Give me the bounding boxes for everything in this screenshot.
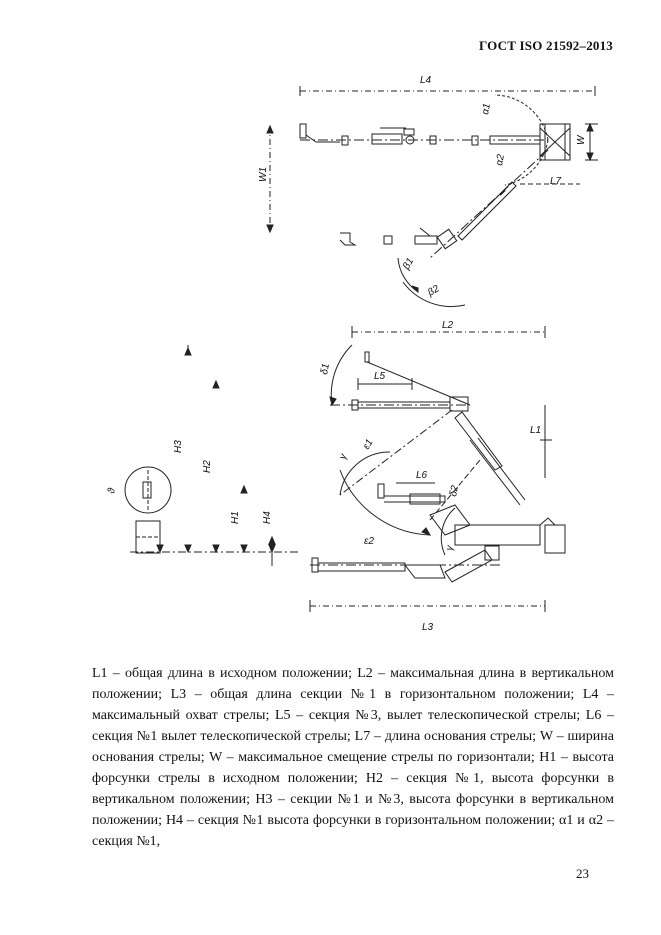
label-W: W bbox=[576, 135, 587, 145]
legend-paragraph: L1 – общая длина в исходном положении; L2 – максимальная длина в вертикальном положении; L3 – общая длина секции №1 в горизонтальном положении; L4 – максимальный охват стрелы; L5 – секция №3, вылет телескопической стрелы; L6 – секция №1 вылет телескопической стрелы; L7 – длина основания стрелы; W – ширина основания стрелы; W – максимальное смещение стрелы по горизонтали; H1 – высота форсунки стрелы в исходном положении; H2 – секция №1, высота форсунки в вертикальном положении; H3 – секции №1 и №3, высота форсунки в вертикальном положении; H4 – секция №1 высота форсунки в горизонтальном положении; α1 и α2 – секция №1, bbox=[92, 666, 614, 849]
label-L2: L2 bbox=[442, 320, 454, 331]
label-H3: H3 bbox=[173, 440, 184, 453]
label-H4: H4 bbox=[262, 511, 273, 524]
top-view-drawing bbox=[267, 86, 598, 307]
label-alpha1: α1 bbox=[480, 102, 493, 116]
label-theta: ϑ bbox=[106, 487, 118, 495]
label-gamma-lower: γ bbox=[444, 544, 456, 552]
label-delta2: δ2 bbox=[448, 484, 461, 498]
label-beta1: β1 bbox=[401, 256, 417, 272]
side-view-drawing bbox=[125, 326, 565, 612]
figure-labels bbox=[106, 75, 587, 633]
label-L5: L5 bbox=[374, 371, 386, 382]
label-L3: L3 bbox=[422, 622, 434, 633]
label-L1: L1 bbox=[530, 425, 542, 436]
label-epsilon2: ε2 bbox=[364, 536, 374, 547]
label-gamma: γ bbox=[337, 452, 350, 462]
label-H2: H2 bbox=[202, 460, 213, 473]
label-L4: L4 bbox=[420, 75, 432, 86]
label-H1: H1 bbox=[230, 511, 241, 524]
label-beta2: β2 bbox=[426, 283, 442, 299]
standard-header: ГОСТ ISO 21592–2013 bbox=[479, 38, 613, 53]
label-L6: L6 bbox=[416, 470, 428, 481]
label-epsilon1: ε1 bbox=[361, 437, 376, 452]
label-delta1: δ1 bbox=[319, 362, 332, 376]
label-L7: L7 bbox=[550, 176, 562, 187]
label-W1: W1 bbox=[258, 167, 269, 182]
label-alpha2: α2 bbox=[494, 153, 507, 167]
page-number: 23 bbox=[576, 866, 589, 881]
